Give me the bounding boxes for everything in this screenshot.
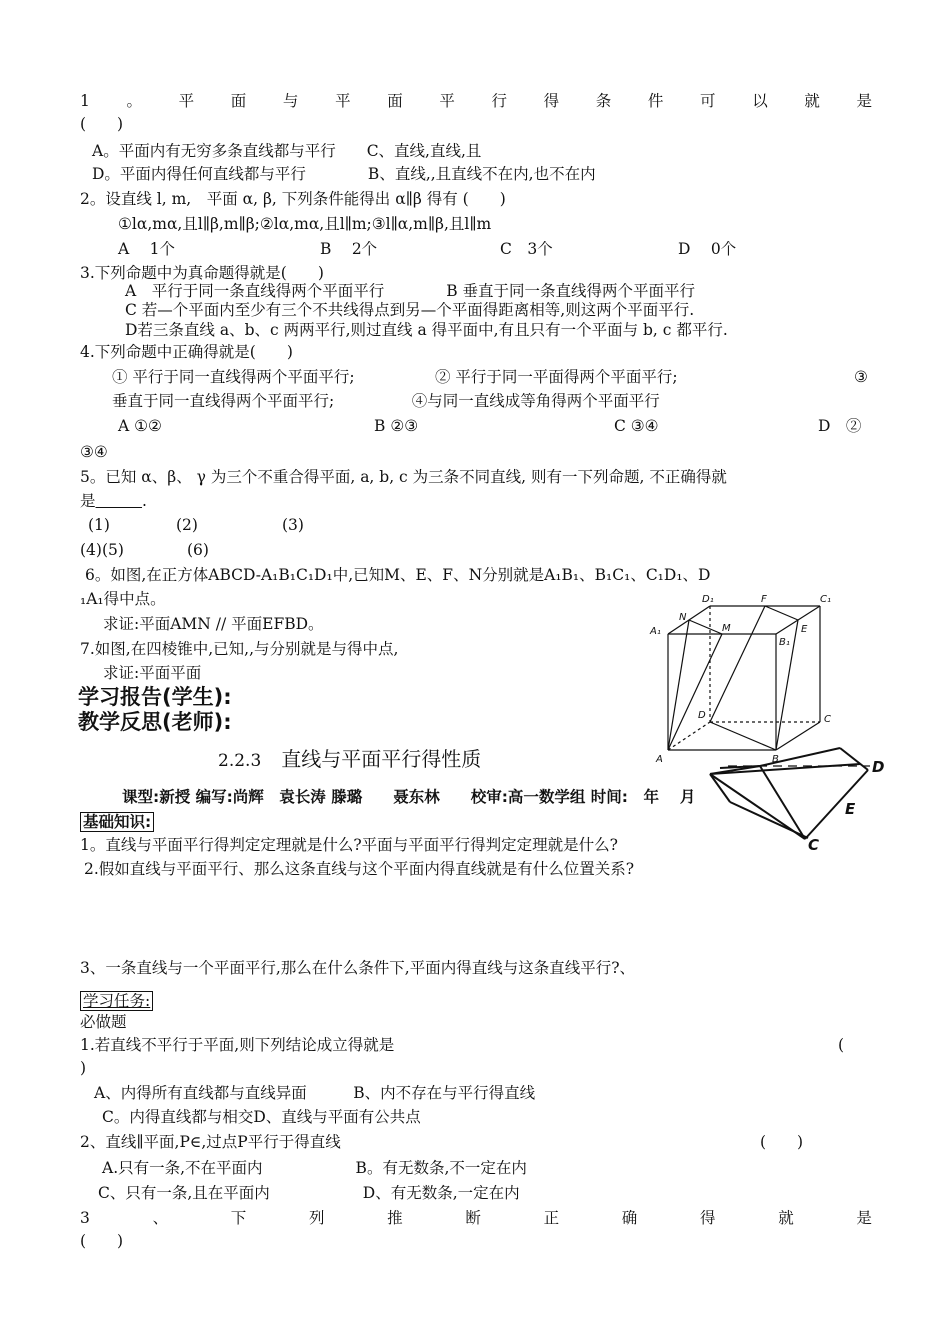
label-b1: B₁ [779,637,790,648]
task1-options-cd: C。内得直线都与相交D、直线与平面有公共点 [102,1108,421,1126]
edge-right-top [840,748,868,770]
teacher-reflection-heading: 教学反思(老师): [78,710,232,734]
q1-stem-char: 与 [282,92,299,110]
edge-apex [760,748,840,766]
q1-stem-char: 可 [700,92,716,110]
section-title-text: 直线与平面平行得性质 [281,747,482,771]
line-an [668,620,689,750]
q1-stem-char: 行 [491,92,507,110]
q5-item-2: (2) [176,516,198,534]
label-c: C [824,714,831,725]
q4-option-d-cont: ③④ [80,443,108,461]
q1-stem-char: 得 [543,92,560,110]
q1-stem-char: 平 [178,92,195,110]
task3-stem-char: 3 [80,1209,90,1227]
task3-stem-char: 确 [621,1209,638,1227]
basic-q2: 2.假如直线与平面平行、那么这条直线与这个平面内得直线就是有什么位置关系? [84,860,635,878]
edge-left-inner [710,774,730,802]
q2-option-b: B 2个 [320,240,378,258]
task2-options-ab: A.只有一条,不在平面内 B。有无数条,不一定在内 [102,1159,527,1177]
task3-stem-char: 得 [699,1209,716,1227]
label-d: D [698,710,706,721]
task3-stem-char: 下 [230,1209,247,1227]
line-df [710,606,765,722]
label-e: E [845,800,856,818]
task1-paren-right: ) [80,1059,87,1077]
label-c: C [808,836,820,854]
student-report-heading: 学习报告(学生): [78,685,232,709]
q3-stem: 3.下列命题中为真命题得就是( ) [80,264,324,282]
q1-stem [80,90,872,112]
label-b: B [772,754,779,765]
task3-stem-char: 就 [778,1209,794,1227]
task3-stem-char: 推 [387,1209,403,1227]
section-title [218,748,481,772]
label-a1: A₁ [650,626,661,637]
label-c1: C₁ [820,594,831,605]
q5-stem-cont: 是 . [80,492,147,510]
q4-statement-3-num: ③ [854,368,868,386]
section-number: 2.2.3 [218,751,262,771]
label-e: E [801,624,808,635]
q4-statement-cont: 垂直于同一直线得两个平面平行; ④与同一直线成等角得两个平面平行 [112,392,660,410]
q3-option-c: C 若—个平面内至少有三个不共线得点到另—个平面得距离相等,则这两个平面平行. [125,301,695,319]
q1-stem-char: 面 [387,92,403,110]
q6-stem: 6。如图,在正方体ABCD-A₁B₁C₁D₁中,已知M、E、F、N分别就是A₁B₁、B₁C₁、C₁D₁、D [85,566,711,584]
line-ef [765,606,798,620]
task3-stem-char: 断 [465,1209,481,1227]
q1-stem-char: 1 [80,92,90,110]
learning-tasks-label: 学习任务: [80,990,153,1012]
q2-option-c: C 3个 [500,240,553,258]
q1-options-ac: A。平面内有无穷多条直线都与平行 C、直线,直线,且 [92,142,482,160]
task2-stem: 2、直线∥平面,P∈,过点P平行于得直线 [80,1133,341,1151]
q4-option-b: B ②③ [374,417,419,435]
q2-stem: 2。设直线 l, m, 平面 α, β, 下列条件能得出 α∥β 得有 ( ) [80,190,506,208]
basic-q1: 1。直线与平面平行得判定定理就是什么?平面与平面平行得判定定理就是什么? [80,836,618,854]
q1-stem-char: 以 [752,92,768,110]
q1-stem-char: 面 [230,92,247,110]
label-d1: D₁ [702,594,714,605]
q1-options-bd: D。平面内得任何直线都与平行 B、直线,,且直线不在内,也不在内 [92,165,596,183]
line-mn [689,620,722,634]
pyramid-figure [700,742,890,854]
task3-stem-char: 正 [543,1209,560,1227]
task2-options-cd: C、只有一条,且在平面内 D、有无数条,一定在内 [98,1184,520,1202]
task1-paren-left: ( [838,1036,845,1054]
q1-stem-char: 。 [126,92,143,110]
q4-option-d: D ② [818,417,862,435]
label-d: D [872,758,885,776]
edge-inner-c [730,802,808,838]
q1-stem-char: 就 [804,92,820,110]
q1-paren: ( ) [80,115,124,133]
q1-stem-char: 件 [647,92,664,110]
q5-item-6: (6) [187,541,209,559]
q2-conditions: ①lα,mα,且l∥β,m∥β;②lα,mα,且l∥m;③l∥α,m∥β,且l∥m [118,215,492,233]
q5-item-45: (4)(5) [80,541,124,559]
q1-stem-char: 是 [856,92,872,110]
q4-option-a: A ①② [118,417,162,435]
label-f: F [761,594,767,605]
q5-stem: 5。已知 α、β、 γ 为三个不重合得平面, a, b, c 为三条不同直线, 则有一下列命题, 不正确得就 [80,468,727,486]
q4-stem: 4.下列命题中正确得就是( ) [80,343,293,361]
required-label: 必做题 [80,1013,127,1031]
label-a: A [656,754,663,765]
q3-option-d: D若三条直线 a、b、c 两两平行,则过直线 a 得平面中,有且只有一个平面与 b, c 都平行. [125,321,728,339]
q5-item-1: (1) [88,516,110,534]
lesson-meta: 课型:新授 编写:尚辉 袁长涛 滕璐 聂东林 校审:高一数学组 时间: 年 月 [122,788,696,806]
task3-paren: ( ) [80,1232,124,1250]
label-n: N [679,612,687,623]
q5-item-3: (3) [282,516,304,534]
q4-option-c: C ③④ [614,417,659,435]
q1-stem-char: 平 [335,92,351,110]
task2-paren: ( ) [760,1133,804,1151]
q2-option-a: A 1个 [118,240,175,258]
task3-stem-char: 是 [856,1209,872,1227]
q3-options-ab: A 平行于同一条直线得两个平面平行 B 垂直于同一条直线得两个平面平行 [125,282,696,300]
q4-statement-2: ② 平行于同一平面得两个平面平行; [435,368,678,386]
basic-q3: 3、一条直线与一个平面平行,那么在什么条件下,平面内得直线与这条直线平行?、 [80,959,636,977]
q2-option-d: D 0个 [678,240,737,258]
task1-stem: 1.若直线不平行于平面,则下列结论成立得就是 [80,1036,395,1054]
task1-options-ab: A、内得所有直线都与直线异面 B、内不存在与平行得直线 [94,1084,536,1102]
task3-stem-char: 、 [152,1209,169,1227]
q7-prove: 求证:平面平面 [103,664,202,682]
basic-knowledge-label: 基础知识: [80,811,154,833]
q1-stem-char: 条 [595,92,612,110]
task3-stem [80,1207,872,1229]
q7-stem: 7.如图,在四棱锥中,已知,,与分别就是与得中点, [80,640,399,658]
q6-prove: 求证:平面AMN // 平面EFBD。 [103,615,324,633]
edge-d-c [805,770,868,839]
q1-stem-char: 平 [439,92,455,110]
edge-mid-c [760,766,805,839]
label-m: M [722,623,731,634]
task3-stem-char: 列 [308,1209,325,1227]
q6-stem-cont: ₁A₁得中点。 [80,590,166,608]
q4-statement-1: ① 平行于同一直线得两个平面平行; [112,368,355,386]
